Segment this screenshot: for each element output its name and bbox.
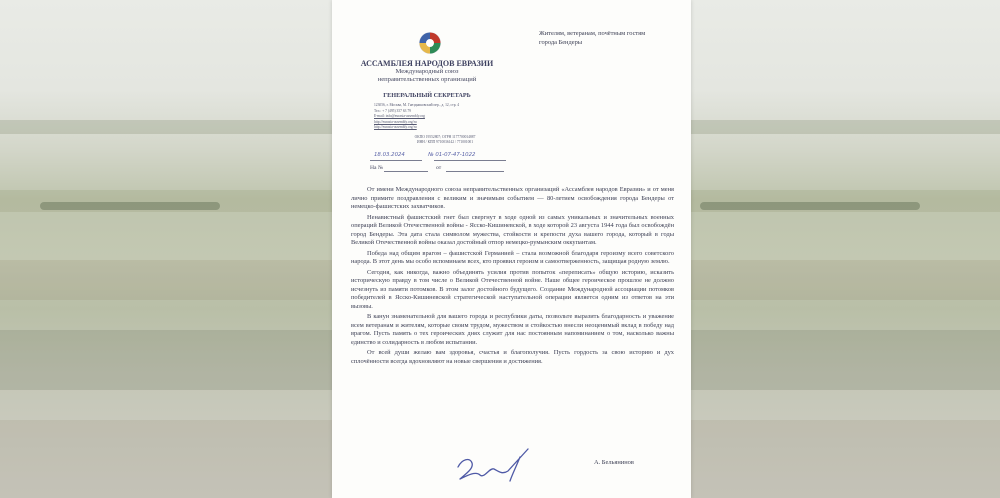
- okpo: ОКПО 19552807; ОГРН 1177700014887: [414, 135, 476, 139]
- website-1: http://eurasia-assembly.org/ru: [374, 119, 417, 124]
- letter-page: [332, 0, 691, 498]
- email: E-mail: info@eurasia-assembly.org: [374, 114, 425, 119]
- paragraph-6: От всей души желаю вам здоровья, счастья и благополучия. Пусть гордость за свою историю и дух сплочённости всегда вдохновляют на новые свершения и достижения.: [351, 349, 674, 365]
- handwritten-signature: [450, 445, 550, 485]
- org-name: АССАМБЛЕЯ НАРОДОВ ЕВРАЗИИ: [360, 59, 494, 68]
- handwritten-date: 18.03.2024: [374, 152, 405, 158]
- addressee-block: [539, 30, 679, 47]
- addressee-line2: города Бендеры: [539, 38, 583, 46]
- assembly-logo-icon: [418, 31, 442, 55]
- signer-name: А. Бельянинов: [594, 459, 634, 466]
- paragraph-1: От имени Международного союза неправительственных организаций «Ассамблея народов Евразии» и от меня лично примите поздравления с великим и значимым событием — 80-летием освобождения города Бендеры от немецко-фашистских захватчиков.: [351, 186, 674, 211]
- position-title: ГЕНЕРАЛЬНЫЙ СЕКРЕТАРЬ: [383, 92, 471, 99]
- paragraph-5: В канун знаменательной для вашего города и республики даты, позвольте выразить благодарность и уважение всем ветеранам и жителям, которые своим трудом, мужеством и стойкостью внесли неоценимый вклад в победу над врагом. Пусть память о тех героических днях служит для нас постоянным напоминанием о том, насколько важны единство и солидарность в любом испытании.: [351, 313, 674, 346]
- org-subtitle: [352, 68, 502, 84]
- paragraph-3: Победа над общим врагом – фашистской Германией – стала возможной благодаря героизму всего советского народа. В этот день мы особо вспоминаем всех, кто проявил героизм и самоотверженность, защищая родную землю.: [351, 249, 674, 266]
- letter-body: [351, 186, 674, 368]
- reference-row: [370, 164, 520, 174]
- org-subtitle-line2: неправительственных организаций: [377, 76, 477, 84]
- website-2: http://eurasia-assembly.org/ru: [374, 125, 417, 130]
- outgoing-date-row: [370, 153, 520, 163]
- handwritten-number: № 01-07-47-1022: [428, 152, 476, 158]
- ref-number-label: На №: [370, 165, 384, 171]
- paragraph-2: Ненавистный фашистский гнет был свергнут в ходе одной из самых уникальных и значительных военных операций Великой Отечественной войны - Ясско-Кишиневской, в ходе которой 23 августа 1944 года был освобождён город Бендеры. Эта дата стала символом мужества, стойкости и крепости духа вашего города, который в годы Великой Отечественной войны оказал достойный отпор немецко-румынским оккупантам.: [351, 213, 674, 247]
- paragraph-4: Сегодня, как никогда, важно объединять усилия против попыток «переписать» общую историю, исказить историческую правду в том числе о Великой Отечественной войне. Наше общее героическое прошлое не должно исчезнуть из памяти потомков. В этом залог достойного будущего. Создание Международной ассоциации потомков победителей в Ясско-Кишиневской стратегической наступательной операции является одним из ответов на эти вызовы.: [351, 268, 674, 310]
- addressee-line1: Жителям, ветеранам, почётным гостям: [539, 30, 646, 37]
- org-subtitle-line1: Международный союз: [395, 68, 459, 75]
- phone: Тел.: + 7 (495) 357 63 79: [374, 108, 411, 113]
- address: 123056, г. Москва, М. Гнездниковский пер., д. 12, стр. 4: [374, 103, 460, 107]
- registration-block: [390, 135, 500, 145]
- inn: ИНН / КПП 9710036142 / 771001001: [416, 140, 473, 145]
- ref-from-label: от: [436, 165, 442, 171]
- contact-block: [374, 103, 504, 131]
